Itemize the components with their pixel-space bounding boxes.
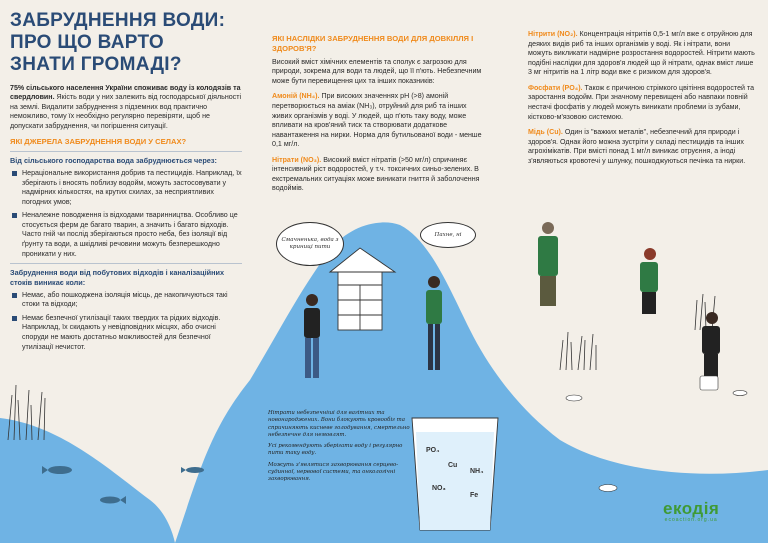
note-paragraph: Можуть з'являтися захворювання серцево-судинної, нервової системи, та онкологічні захворювання. [268,461,399,483]
agri-list [10,169,242,259]
list-item: Неналежне поводження із відходами тваринництва. Особливо це стосується ферм де багато тварин, а значить і багато відходів. Часто гній чи послід зберігаються просто неба, без ізоляції від ґрунту та води, а шкідливі речовини можуть безперешкодно проникати у них. [10,211,242,259]
nitrates-paragraph: Нітрати (NO₃). Високий вміст нітратів (>50 мг/л) спричиняє інтенсивний ріст водоростей, у т.ч. токсичних синьо-зелених. В екстремальних ситуаціях може виникати гниття й заболочення водоймів. [272,155,480,193]
right-column [528,30,756,172]
agri-heading: Від сільського господарства вода забруднюється через: [10,156,217,166]
speech-bubble-1: Смачненька, вода з криниці пити [276,222,344,266]
phosphates-paragraph: Фосфати (PO₄). Також є причиною стрімкого цвітіння водоростей та заростання водойм. При значному перевищені або навпаки повній нестачі фосфатів у людей можуть виникати проблеми із зубами, кістково-м'язовою системою. [528,83,755,121]
glass-label-nh4: NH₄ [470,468,484,475]
household-heading: Забруднення води від побутових відходів і каналізаційних стоків виникає коли: [10,268,225,287]
list-item: Нераціональне використання добрив та пестицидів. Наприклад, їх зберігають і вносять поблизу водойм, можуть застосовувати у надмірних кількостях, на крутих схилах, за несприятливих погодних умов; [10,169,242,207]
household-list [10,291,242,352]
handwritten-note [268,410,418,488]
ecoaction-logo [663,500,719,523]
page-title: ЗАБРУДНЕННЯ ВОДИ: ПРО ЩО ВАРТО ЗНАТИ ГРОМАДІ? [10,10,226,75]
logo-name: екодія [663,499,720,518]
ammonium-paragraph: Амоній (NH₄). При високих значеннях pH (>8) амоній перетворюється на аміак (NH₃), отруйний для риб та інших живих організмів у воді. У людей, що п'ють таку воду, може впливати на кров'яний тиск та створювати додаткове навантаження на нирки. Норма для бутильованої води - менше 0,1 мг/л. [272,92,482,149]
divider [10,263,242,264]
left-column [10,10,242,356]
consequences-intro: Високий вміст хімічних елементів та сполук є загрозою для природи, зокрема для води та людей, що її п'ють. Небезпечним може бути перевищення цих та інших показників: [272,57,482,85]
list-item: Немає, або пошкоджена ізоляція місць, де накопичуються такі стоки та відходи; [10,291,242,310]
speech-bubble-2: Пахне, ні [420,222,476,248]
glass-label-cu: Cu [448,462,458,469]
copper-paragraph: Мідь (Cu). Один із "важких металів", небезпечний для природи і здоров'я. Однак його можна зустріти у складі пестицидів та інших агрохімікатів. При вмісті понад 1 мг/л виникає отруєння, а іноді з'являються кровотечі у шлунку, пошкоджуються печінка та нирки. [528,128,746,165]
note-paragraph: Нітрати небезпечніші для вагітних та новонароджених. Вони блокують кровообіг та спричиняють кисневе голодування, смертельно небезпечне для немовлят. [268,410,410,438]
note-paragraph: Усі рекомендують зберігати воду і регулярно пити таку воду. [268,443,403,457]
glass-label-po4: PO₄ [426,447,440,454]
glass-label-fe: Fe [470,492,479,499]
list-item: Немає безпечної утилізації таких твердих та рідких відходів. Наприклад, їх скидають у невідповідних місцях, або очисні споруди не мають достатньо можливостей для безпечної утилізації нечистот. [10,314,242,352]
nitrites-paragraph: Нітрити (NO₂). Концентрація нітритів 0,5-1 мг/л вже є отруйною для деяких видів риб та інших організмів у воді. Як і нітрати, вони можуть викликати надмірне розростання водоростей. Нітрити мають подібні наслідки для здоров'я людей що й нітрати, однак вміст лише 3 мг нітритів на 1 літр води вже є ризиком для здоров'я. [528,30,755,77]
middle-column [272,30,482,200]
logo-url: ecoaction.org.ua [664,517,718,523]
intro-text: 75% сільського населення України споживає воду із колодязів та свердловин. Якість води у них залежить від господарської діяльності на землі. Видалити забруднення з підземних вод практично неможливо, тому їх необхідно регулярно перевіряти, щоб не допускати забруднення, чи погіршення ситуації. [10,83,242,130]
consequences-heading: ЯКІ НАСЛІДКИ ЗАБРУДНЕННЯ ВОДИ ДЛЯ ДОВКІЛЛЯ І ЗДОРОВ'Я? [272,34,474,53]
divider [10,151,242,152]
sources-heading: ЯКІ ДЖЕРЕЛА ЗАБРУДНЕННЯ ВОДИ У СЕЛАХ? [10,137,187,147]
glass-label-no3: NO₃ [432,485,446,492]
water-glass-illustration [412,418,498,530]
